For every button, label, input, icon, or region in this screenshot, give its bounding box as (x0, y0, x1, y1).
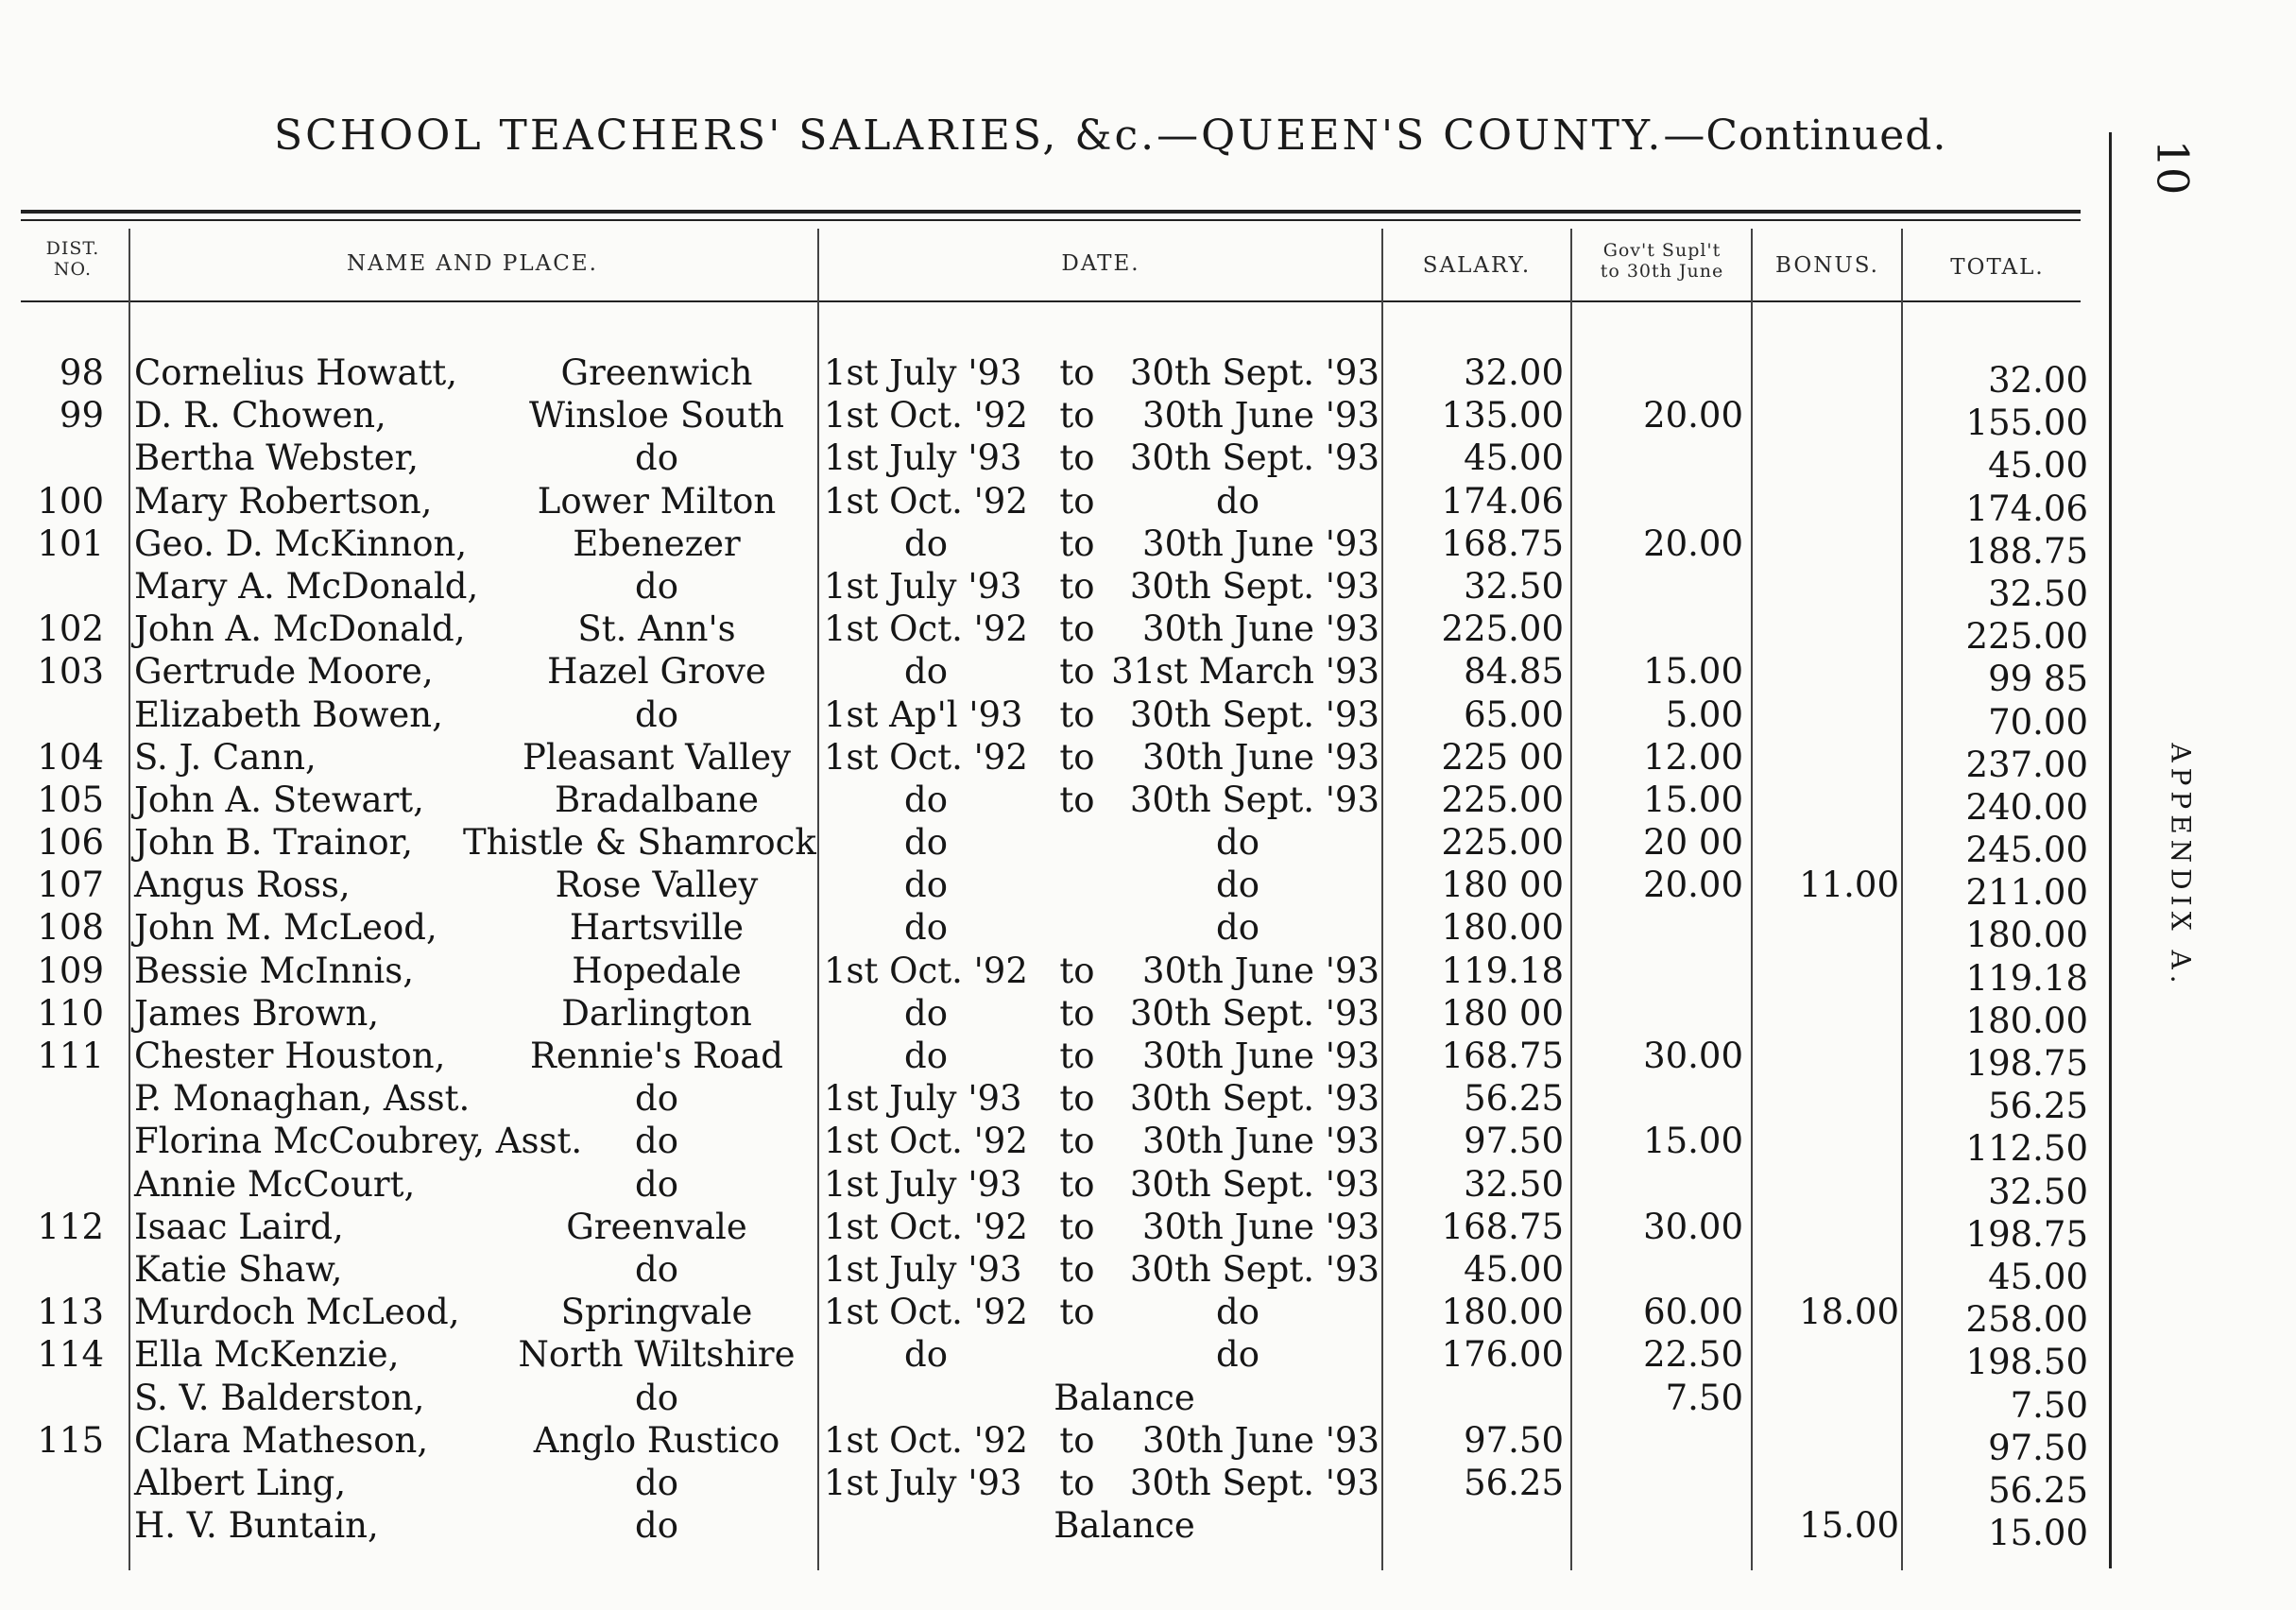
date-until-cell: do (1216, 480, 1259, 522)
date-from-cell: 1st Oct. '92 (824, 950, 1028, 991)
dist-no-cell: 109 (37, 950, 104, 991)
salary-cell: 180.00 (1441, 907, 1564, 949)
salary-cell: 225.00 (1441, 822, 1564, 864)
date-until-cell: 30th Sept. '93 (1129, 992, 1379, 1034)
teacher-name-cell: Katie Shaw, (134, 1248, 343, 1290)
place-cell: Pleasant Valley (522, 736, 792, 778)
date-balance-cell: Balance (1054, 1505, 1195, 1547)
date-to-word-cell: to (1059, 1419, 1095, 1461)
place-cell: North Wiltshire (518, 1334, 796, 1376)
date-from-cell: 1st Oct. '92 (824, 395, 1028, 437)
total-cell: 180.00 (1965, 915, 2088, 956)
teacher-name-cell: John A. Stewart, (134, 779, 424, 820)
teacher-name-cell: Chester Houston, (134, 1036, 446, 1076)
total-cell: 198.75 (1965, 1213, 2088, 1255)
table-row (0, 480, 2107, 529)
header-salary: SALARY. (1422, 253, 1532, 278)
date-until-cell: 30th Sept. '93 (1129, 437, 1379, 479)
dist-no-cell: 98 (59, 352, 104, 393)
teacher-name-cell: Isaac Laird, (134, 1206, 344, 1247)
total-cell: 56.25 (1988, 1469, 2088, 1511)
date-until-cell: 30th June '93 (1142, 608, 1379, 650)
salary-cell: 174.06 (1441, 480, 1564, 522)
date-from-cell: do (904, 1334, 948, 1376)
total-cell: 15.00 (1988, 1513, 2088, 1554)
govt-supplement-cell: 15.00 (1643, 779, 1743, 820)
table-row (0, 1163, 2107, 1212)
date-from-cell: 1st July '93 (824, 1078, 1022, 1120)
table-row (0, 1333, 2107, 1383)
teacher-name-cell: H. V. Buntain, (134, 1505, 379, 1547)
date-to-word-cell: to (1059, 480, 1095, 522)
date-to-word-cell: to (1059, 522, 1095, 564)
place-cell: Thistle & Shamrock (463, 822, 816, 864)
date-from-cell: 1st Oct. '92 (824, 736, 1028, 778)
table-row (0, 650, 2107, 700)
teacher-name-cell: James Brown, (134, 992, 380, 1034)
govt-supplement-cell: 12.00 (1643, 736, 1743, 778)
total-cell: 32.00 (1988, 360, 2088, 401)
teacher-name-cell: Annie McCourt, (134, 1163, 416, 1205)
place-cell: do (635, 1163, 678, 1205)
govt-supplement-cell: 30.00 (1643, 1036, 1743, 1076)
date-to-word-cell: to (1059, 1462, 1095, 1503)
dist-no-cell: 100 (37, 480, 104, 522)
date-until-cell: 30th Sept. '93 (1129, 1248, 1379, 1290)
place-cell: Darlington (561, 992, 752, 1034)
salary-cell: 45.00 (1464, 1248, 1564, 1290)
salary-cell: 97.50 (1464, 1419, 1564, 1461)
date-to-word-cell: to (1059, 1292, 1095, 1333)
total-cell: 198.50 (1965, 1342, 2088, 1383)
teacher-name-cell: Murdoch McLeod, (134, 1292, 460, 1333)
dist-no-cell: 99 (59, 395, 104, 437)
place-cell: do (635, 1248, 678, 1290)
date-until-cell: 30th June '93 (1142, 1206, 1379, 1247)
govt-supplement-cell: 20.00 (1643, 395, 1743, 437)
place-cell: Lower Milton (537, 480, 777, 522)
teacher-name-cell: Bessie McInnis, (134, 950, 415, 991)
page-title (274, 111, 1946, 160)
place-cell: do (635, 437, 678, 479)
date-until-cell: 30th Sept. '93 (1129, 1163, 1379, 1205)
dist-no-cell: 115 (37, 1419, 104, 1461)
salary-cell: 225.00 (1441, 608, 1564, 650)
teacher-name-cell: Ella McKenzie, (134, 1334, 400, 1376)
table-row (0, 1035, 2107, 1084)
date-until-cell: 30th June '93 (1142, 522, 1379, 564)
total-cell: 32.50 (1988, 573, 2088, 614)
dist-no-cell: 111 (37, 1036, 104, 1076)
teacher-name-cell: Angus Ross, (134, 865, 351, 906)
date-until-cell: 30th June '93 (1142, 1121, 1379, 1162)
salary-cell: 84.85 (1464, 651, 1564, 693)
table-row (0, 1377, 2107, 1426)
place-cell: Ebenezer (573, 522, 741, 564)
date-until-cell: 30th Sept. '93 (1129, 1078, 1379, 1120)
total-cell: 45.00 (1988, 445, 2088, 487)
table-row (0, 608, 2107, 658)
place-cell: do (635, 1078, 678, 1120)
govt-supplement-cell: 15.00 (1643, 1121, 1743, 1162)
table-row (0, 1462, 2107, 1511)
total-cell: 258.00 (1965, 1299, 2088, 1341)
teacher-name-cell: S. J. Cann, (134, 736, 317, 778)
date-until-cell: 30th Sept. '93 (1129, 694, 1379, 735)
salary-table-body (0, 351, 2107, 1554)
place-cell: do (635, 1377, 678, 1418)
govt-supplement-cell: 7.50 (1665, 1377, 1743, 1418)
bonus-cell: 11.00 (1799, 865, 1899, 906)
date-to-word-cell: to (1059, 1206, 1095, 1247)
date-balance-cell: Balance (1054, 1377, 1195, 1418)
total-cell: 198.75 (1965, 1043, 2088, 1084)
govt-supplement-cell: 5.00 (1665, 694, 1743, 735)
dist-no-cell: 101 (37, 522, 104, 564)
bonus-cell: 15.00 (1799, 1505, 1899, 1547)
date-from-cell: 1st July '93 (824, 437, 1022, 479)
right-border (2109, 132, 2112, 1568)
total-cell: 237.00 (1965, 744, 2088, 785)
place-cell: Rose Valley (555, 865, 759, 906)
table-row (0, 351, 2107, 401)
table-row (0, 522, 2107, 572)
date-from-cell: do (904, 907, 948, 949)
table-row (0, 1419, 2107, 1468)
table-row (0, 565, 2107, 614)
table-row (0, 736, 2107, 785)
table-row (0, 992, 2107, 1041)
date-until-cell: do (1216, 865, 1259, 906)
salary-cell: 56.25 (1464, 1462, 1564, 1503)
date-from-cell: 1st Oct. '92 (824, 1121, 1028, 1162)
place-cell: Bradalbane (555, 779, 759, 820)
date-from-cell: 1st Oct. '92 (824, 608, 1028, 650)
header-govt-supl: Gov't Supl't to 30th June (1600, 240, 1724, 282)
dist-no-cell: 112 (37, 1206, 104, 1247)
govt-supplement-cell: 15.00 (1643, 651, 1743, 693)
date-to-word-cell: to (1059, 608, 1095, 650)
date-from-cell: 1st Oct. '92 (824, 1292, 1028, 1333)
dist-no-cell: 107 (37, 865, 104, 906)
date-to-word-cell: to (1059, 694, 1095, 735)
total-cell: 240.00 (1965, 786, 2088, 828)
date-until-cell: do (1216, 1292, 1259, 1333)
govt-supplement-cell: 20.00 (1643, 522, 1743, 564)
table-row (0, 394, 2107, 444)
salary-cell: 168.75 (1441, 1036, 1564, 1076)
salary-cell: 176.00 (1441, 1334, 1564, 1376)
table-row (0, 1077, 2107, 1127)
place-cell: Rennie's Road (530, 1036, 783, 1076)
dist-no-cell: 103 (37, 651, 104, 693)
date-to-word-cell: to (1059, 1163, 1095, 1205)
date-from-cell: 1st Oct. '92 (824, 1206, 1028, 1247)
salary-cell: 56.25 (1464, 1078, 1564, 1120)
dist-no-cell: 106 (37, 822, 104, 864)
date-from-cell: 1st July '93 (824, 565, 1022, 607)
place-cell: Winsloe South (529, 395, 784, 437)
teacher-name-cell: Mary Robertson, (134, 480, 433, 522)
total-cell: 225.00 (1965, 616, 2088, 658)
table-row (0, 864, 2107, 914)
teacher-name-cell: S. V. Balderston, (134, 1377, 425, 1418)
date-from-cell: do (904, 651, 948, 693)
date-to-word-cell: to (1059, 1078, 1095, 1120)
salary-cell: 97.50 (1464, 1121, 1564, 1162)
teacher-name-cell: P. Monaghan, Asst. (134, 1078, 471, 1120)
date-to-word-cell: to (1059, 437, 1095, 479)
dist-no-cell: 102 (37, 608, 104, 650)
header-date: DATE. (1061, 251, 1140, 276)
bonus-cell: 18.00 (1799, 1292, 1899, 1333)
total-cell: 45.00 (1988, 1256, 2088, 1297)
place-cell: Hazel Grove (547, 651, 766, 693)
date-from-cell: 1st July '93 (824, 1248, 1022, 1290)
header-name-place: NAME AND PLACE. (347, 251, 598, 276)
place-cell: Hopedale (572, 950, 742, 991)
date-until-cell: 30th June '93 (1142, 950, 1379, 991)
header-rule-bottom (21, 300, 2081, 302)
salary-cell: 32.50 (1464, 1163, 1564, 1205)
govt-supplement-cell: 20 00 (1643, 822, 1743, 864)
dist-no-cell: 110 (37, 992, 104, 1034)
appendix-label: APPENDIX A. (2165, 743, 2197, 989)
teacher-name-cell: John M. McLeod, (134, 907, 437, 949)
header-bonus: BONUS. (1775, 253, 1879, 278)
date-until-cell: 30th Sept. '93 (1129, 565, 1379, 607)
place-cell: do (635, 1505, 678, 1547)
date-to-word-cell: to (1059, 779, 1095, 820)
teacher-name-cell: Albert Ling, (134, 1462, 347, 1503)
total-cell: 155.00 (1965, 402, 2088, 444)
teacher-name-cell: Florina McCoubrey, Asst. (134, 1121, 583, 1162)
total-cell: 56.25 (1988, 1086, 2088, 1127)
place-cell: Anglo Rustico (533, 1419, 780, 1461)
date-from-cell: do (904, 822, 948, 864)
table-row (0, 1120, 2107, 1170)
table-row (0, 779, 2107, 828)
table-row (0, 437, 2107, 487)
title-main: SCHOOL TEACHERS' SALARIES, &c.—QUEEN'S COUNTY. (274, 111, 1664, 160)
teacher-name-cell: John B. Trainor, (134, 822, 413, 864)
table-row (0, 1248, 2107, 1297)
dist-no-cell: 108 (37, 907, 104, 949)
total-cell: 245.00 (1965, 830, 2088, 871)
table-row (0, 1206, 2107, 1255)
total-cell: 188.75 (1965, 530, 2088, 572)
header-rule-top (21, 210, 2081, 214)
date-from-cell: do (904, 779, 948, 820)
place-cell: Springvale (560, 1292, 753, 1333)
total-cell: 119.18 (1965, 957, 2088, 999)
place-cell: do (635, 565, 678, 607)
date-until-cell: do (1216, 907, 1259, 949)
salary-cell: 180 00 (1441, 865, 1564, 906)
salary-cell: 32.00 (1464, 352, 1564, 393)
date-until-cell: 31st March '93 (1111, 651, 1379, 693)
salary-cell: 180.00 (1441, 1292, 1564, 1333)
place-cell: do (635, 1121, 678, 1162)
salary-cell: 168.75 (1441, 522, 1564, 564)
dist-no-cell: 114 (37, 1334, 104, 1376)
govt-supplement-cell: 30.00 (1643, 1206, 1743, 1247)
date-to-word-cell: to (1059, 992, 1095, 1034)
dist-no-cell: 113 (37, 1292, 104, 1333)
total-cell: 112.50 (1965, 1128, 2088, 1170)
date-from-cell: do (904, 992, 948, 1034)
total-cell: 174.06 (1965, 488, 2088, 529)
place-cell: Greenvale (566, 1206, 747, 1247)
date-to-word-cell: to (1059, 1121, 1095, 1162)
dist-no-cell: 104 (37, 736, 104, 778)
page-number: 10 (2147, 139, 2199, 196)
date-to-word-cell: to (1059, 1248, 1095, 1290)
table-row (0, 950, 2107, 999)
date-from-cell: do (904, 865, 948, 906)
teacher-name-cell: Gertrude Moore, (134, 651, 434, 693)
date-from-cell: 1st Oct. '92 (824, 480, 1028, 522)
date-until-cell: do (1216, 822, 1259, 864)
date-until-cell: 30th June '93 (1142, 1419, 1379, 1461)
table-row (0, 906, 2107, 956)
date-from-cell: do (904, 522, 948, 564)
date-from-cell: 1st July '93 (824, 1462, 1022, 1503)
salary-cell: 225 00 (1441, 736, 1564, 778)
date-from-cell: 1st Oct. '92 (824, 1419, 1028, 1461)
date-to-word-cell: to (1059, 736, 1095, 778)
place-cell: Greenwich (560, 352, 753, 393)
teacher-name-cell: Cornelius Howatt, (134, 352, 458, 393)
place-cell: Hartsville (569, 907, 745, 949)
salary-cell: 45.00 (1464, 437, 1564, 479)
dist-no-cell: 105 (37, 779, 104, 820)
govt-supplement-cell: 22.50 (1643, 1334, 1743, 1376)
date-from-cell: do (904, 1036, 948, 1076)
teacher-name-cell: Clara Matheson, (134, 1419, 429, 1461)
teacher-name-cell: Mary A. McDonald, (134, 565, 479, 607)
header-rule-top-thin (21, 219, 2081, 221)
govt-supplement-cell: 60.00 (1643, 1292, 1743, 1333)
title-continued: —Continued. (1663, 111, 1947, 160)
table-row (0, 821, 2107, 871)
date-to-word-cell: to (1059, 950, 1095, 991)
salary-cell: 32.50 (1464, 565, 1564, 607)
place-cell: do (635, 694, 678, 735)
teacher-name-cell: John A. McDonald, (134, 608, 466, 650)
total-cell: 99 85 (1988, 659, 2088, 700)
date-until-cell: 30th Sept. '93 (1129, 1462, 1379, 1503)
date-to-word-cell: to (1059, 565, 1095, 607)
place-cell: do (635, 1462, 678, 1503)
total-cell: 32.50 (1988, 1171, 2088, 1212)
govt-supplement-cell: 20.00 (1643, 865, 1743, 906)
teacher-name-cell: Elizabeth Bowen, (134, 694, 443, 735)
date-to-word-cell: to (1059, 1036, 1095, 1076)
date-from-cell: 1st Ap'l '93 (824, 694, 1023, 735)
teacher-name-cell: D. R. Chowen, (134, 395, 386, 437)
header-dist-no: DIST. NO. (45, 238, 100, 280)
salary-cell: 119.18 (1441, 950, 1564, 991)
salary-cell: 180 00 (1441, 992, 1564, 1034)
table-row (0, 1504, 2107, 1554)
salary-cell: 65.00 (1464, 694, 1564, 735)
total-cell: 7.50 (2010, 1384, 2088, 1426)
date-to-word-cell: to (1059, 395, 1095, 437)
date-from-cell: 1st July '93 (824, 352, 1022, 393)
date-from-cell: 1st July '93 (824, 1163, 1022, 1205)
date-until-cell: 30th Sept. '93 (1129, 779, 1379, 820)
total-cell: 70.00 (1988, 701, 2088, 743)
salary-cell: 168.75 (1441, 1206, 1564, 1247)
date-to-word-cell: to (1059, 352, 1095, 393)
date-to-word-cell: to (1059, 651, 1095, 693)
date-until-cell: 30th Sept. '93 (1129, 352, 1379, 393)
date-until-cell: do (1216, 1334, 1259, 1376)
total-cell: 180.00 (1965, 1000, 2088, 1041)
teacher-name-cell: Bertha Webster, (134, 437, 420, 479)
salary-cell: 135.00 (1441, 395, 1564, 437)
header-total: TOTAL. (1950, 255, 2045, 280)
date-until-cell: 30th June '93 (1142, 736, 1379, 778)
total-cell: 97.50 (1988, 1427, 2088, 1468)
teacher-name-cell: Geo. D. McKinnon, (134, 522, 468, 564)
place-cell: St. Ann's (577, 608, 736, 650)
table-row (0, 694, 2107, 743)
total-cell: 211.00 (1965, 872, 2088, 914)
date-until-cell: 30th June '93 (1142, 395, 1379, 437)
salary-cell: 225.00 (1441, 779, 1564, 820)
table-row (0, 1291, 2107, 1341)
date-until-cell: 30th June '93 (1142, 1036, 1379, 1076)
